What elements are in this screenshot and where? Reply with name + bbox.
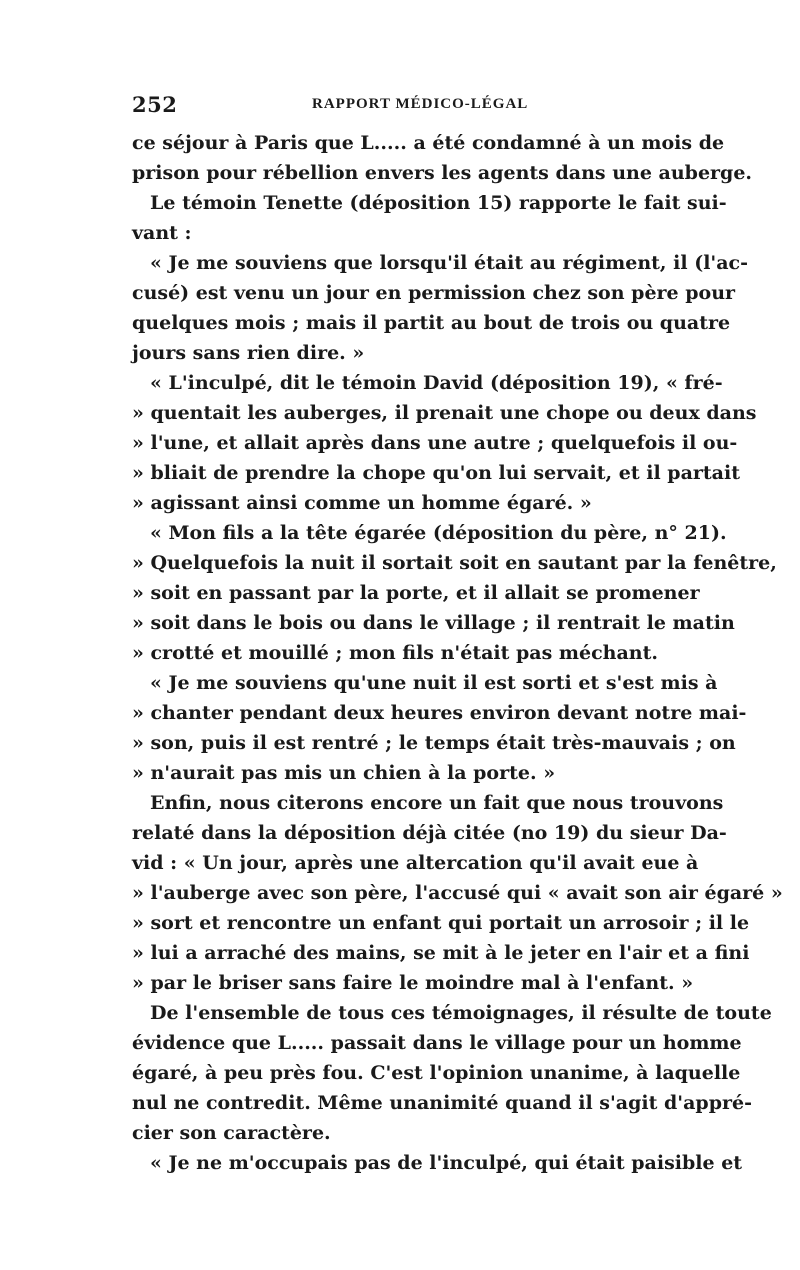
text-line: Le témoin Tenette (déposition 15) rapporte le fait sui- [150, 192, 727, 214]
text-line: vant : [132, 222, 192, 244]
text-line: quelques mois ; mais il partit au bout de trois ou quatre [132, 312, 731, 334]
text-line: » l'auberge avec son père, l'accusé qui « avait son air égaré » [132, 882, 783, 904]
text-line: De l'ensemble de tous ces témoignages, il résulte de toute [150, 1002, 772, 1024]
body-text [132, 128, 783, 1178]
text-line: « Je ne m'occupais pas de l'inculpé, qui était paisible et [150, 1152, 743, 1174]
text-line: » l'une, et allait après dans une autre ; quelquefois il ou- [132, 432, 738, 454]
text-line: » agissant ainsi comme un homme égaré. » [132, 492, 592, 514]
text-line: cusé) est venu un jour en permission chez son père pour [132, 282, 736, 304]
text-line: » n'aurait pas mis un chien à la porte. » [132, 762, 556, 784]
text-line: » quentait les auberges, il prenait une chope ou deux dans [132, 402, 757, 424]
text-line: » lui a arraché des mains, se mit à le jeter en l'air et a fini [132, 942, 750, 964]
text-line: Enfin, nous citerons encore un fait que nous trouvons [150, 792, 724, 814]
text-line: cier son caractère. [132, 1122, 331, 1144]
text-line: » soit en passant par la porte, et il allait se promener [132, 582, 700, 604]
text-line: » soit dans le bois ou dans le village ; il rentrait le matin [132, 612, 735, 634]
text-line: égaré, à peu près fou. C'est l'opinion unanime, à laquelle [132, 1062, 741, 1084]
text-line: jours sans rien dire. » [132, 342, 365, 364]
text-line: « Je me souviens que lorsqu'il était au régiment, il (l'ac- [150, 252, 748, 274]
text-line: » bliait de prendre la chope qu'on lui servait, et il partait [132, 462, 740, 484]
text-line: » par le briser sans faire le moindre mal à l'enfant. » [132, 972, 694, 994]
text-line: » sort et rencontre un enfant qui portait un arrosoir ; il le [132, 912, 750, 934]
running-head: RAPPORT MÉDICO-LÉGAL [312, 96, 529, 112]
text-line: vid : « Un jour, après une altercation qu'il avait eue à [132, 852, 699, 874]
text-line: prison pour rébellion envers les agents dans une auberge. [132, 162, 753, 184]
text-line: « Je me souviens qu'une nuit il est sorti et s'est mis à [150, 672, 718, 694]
page-header [132, 92, 672, 122]
text-line: » son, puis il est rentré ; le temps était très-mauvais ; on [132, 732, 736, 754]
text-line: ce séjour à Paris que L..... a été condamné à un mois de [132, 132, 725, 154]
text-line: évidence que L..... passait dans le village pour un homme [132, 1032, 742, 1054]
text-line: « Mon fils a la tête égarée (déposition du père, n° 21). [150, 522, 727, 544]
text-line: relaté dans la déposition déjà citée (no 19) du sieur Da- [132, 822, 727, 844]
text-line: « L'inculpé, dit le témoin David (déposition 19), « fré- [150, 372, 723, 394]
text-line: nul ne contredit. Même unanimité quand il s'agit d'appré- [132, 1092, 752, 1114]
text-line: » crotté et mouillé ; mon fils n'était pas méchant. [132, 642, 659, 664]
text-line: » Quelquefois la nuit il sortait soit en sautant par la fenêtre, [132, 552, 777, 574]
page-number: 252 [132, 92, 178, 117]
text-line: » chanter pendant deux heures environ devant notre mai- [132, 702, 747, 724]
